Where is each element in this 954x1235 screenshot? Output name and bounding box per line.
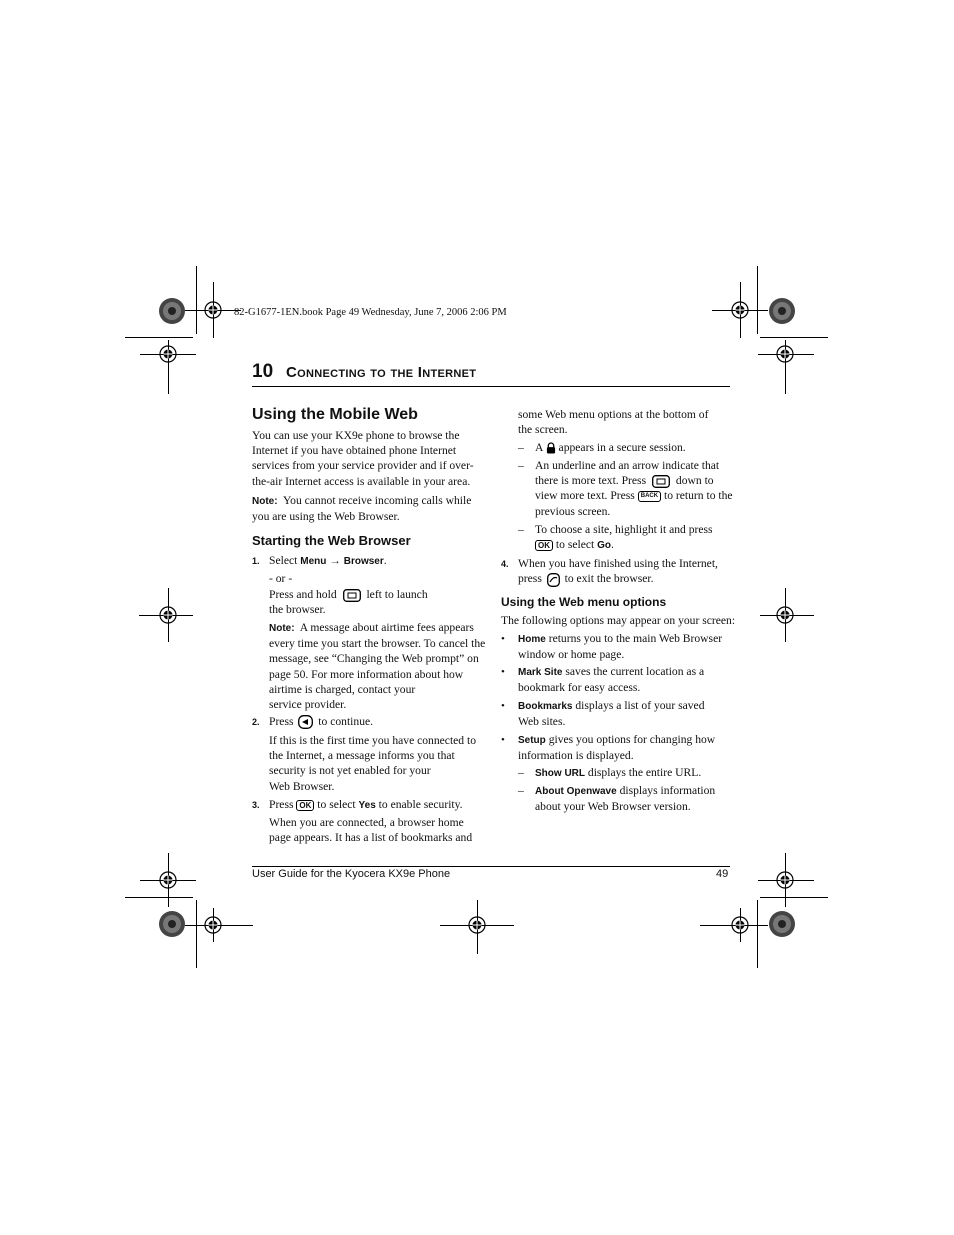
text-line: You cannot receive incoming calls while bbox=[282, 494, 472, 507]
text-line: Web sites. bbox=[518, 715, 566, 729]
text: to select bbox=[555, 538, 595, 552]
text: down to bbox=[675, 474, 714, 488]
text: Press bbox=[269, 715, 294, 728]
text-line: the Internet, a message informs you that bbox=[269, 749, 455, 763]
text: A bbox=[535, 441, 543, 454]
text: to enable security. bbox=[378, 798, 463, 811]
dash-marker: – bbox=[518, 441, 524, 454]
nav-key-icon bbox=[652, 475, 670, 488]
footer-rule bbox=[252, 866, 730, 867]
yes-label: Yes bbox=[358, 800, 376, 811]
note-label: Note: bbox=[252, 496, 278, 507]
option-setup bbox=[501, 732, 733, 763]
text: appears in a secure session. bbox=[558, 441, 686, 454]
text-line: When you have finished using the Internet, bbox=[518, 557, 718, 570]
text-line: A message about airtime fees appears bbox=[299, 621, 474, 634]
options-intro: The following options may appear on your screen: bbox=[501, 614, 736, 627]
text: displays a list of your saved bbox=[575, 699, 705, 712]
end-key-icon bbox=[547, 573, 560, 587]
step-2 bbox=[252, 714, 482, 730]
note-incoming-calls bbox=[252, 493, 471, 524]
step-4 bbox=[501, 556, 733, 586]
show-url-label: Show URL bbox=[535, 768, 585, 779]
text-line: previous screen. bbox=[535, 504, 611, 518]
browser-label: Browser bbox=[343, 556, 384, 567]
text: left to launch bbox=[366, 588, 428, 601]
text: Press bbox=[269, 798, 294, 811]
heading-using-mobile-web: Using the Mobile Web bbox=[252, 406, 418, 423]
bullet-marker: • bbox=[501, 633, 505, 645]
text: gives you options for changing how bbox=[548, 733, 716, 746]
option-home bbox=[501, 631, 733, 662]
chapter-heading bbox=[252, 360, 730, 387]
mark-site-label: Mark Site bbox=[518, 667, 563, 678]
step-number: 1. bbox=[252, 556, 260, 566]
text: displays information bbox=[619, 784, 716, 797]
bullet-marker: • bbox=[501, 666, 505, 678]
step-number: 3. bbox=[252, 800, 260, 810]
step-number: 2. bbox=[252, 717, 260, 727]
text-line: page appears. It has a list of bookmarks and bbox=[269, 831, 473, 845]
go-label: Go bbox=[597, 540, 612, 552]
lock-icon bbox=[546, 442, 556, 454]
text-line: To choose a site, highlight it and press bbox=[535, 523, 713, 536]
suboption-show-url bbox=[518, 765, 733, 780]
text-line: bookmark for easy access. bbox=[518, 681, 641, 695]
step-3 bbox=[252, 797, 482, 813]
text-line: window or home page. bbox=[518, 648, 625, 662]
text: to continue. bbox=[318, 715, 374, 728]
text-line: security is not yet enabled for your bbox=[269, 764, 431, 778]
text-line: An underline and an arrow indicate that bbox=[535, 459, 720, 472]
text-line: the browser. bbox=[269, 603, 326, 617]
text: saves the current location as a bbox=[565, 665, 705, 678]
about-openwave-label: About Openwave bbox=[535, 786, 617, 797]
step-2-detail bbox=[269, 733, 476, 794]
heading-web-menu-options: Using the Web menu options bbox=[501, 595, 667, 609]
press-hold-instruction bbox=[269, 587, 428, 617]
text-line: Internet if you have obtained phone Internet bbox=[252, 444, 457, 458]
text-line: the screen. bbox=[518, 423, 568, 437]
text: there is more text. Press bbox=[535, 474, 647, 488]
step-3-continued bbox=[518, 407, 708, 437]
note-airtime bbox=[269, 620, 485, 712]
bullet-marker: • bbox=[501, 734, 505, 746]
text-line: about your Web Browser version. bbox=[535, 800, 691, 814]
text-line: If this is the first time you have connected to bbox=[269, 734, 477, 747]
intro-paragraph bbox=[252, 428, 474, 489]
dash-marker: – bbox=[518, 459, 524, 472]
text-line: you are using the Web Browser. bbox=[252, 510, 400, 524]
text: displays the entire URL. bbox=[587, 766, 702, 779]
bookmarks-label: Bookmarks bbox=[518, 701, 573, 712]
text-line: When you are connected, a browser home bbox=[269, 816, 464, 829]
chapter-number: 10 bbox=[252, 361, 274, 382]
home-label: Home bbox=[518, 634, 546, 645]
dash-marker: – bbox=[518, 766, 524, 779]
text: to exit the browser. bbox=[564, 572, 654, 586]
text: returns you to the main Web Browser bbox=[548, 632, 723, 645]
text-line: services from your service provider and if over- bbox=[252, 459, 474, 473]
step-3-detail bbox=[269, 815, 472, 845]
step-1 bbox=[252, 553, 482, 569]
text-line: the-air Internet access is available in your area. bbox=[252, 474, 471, 488]
text: to select bbox=[317, 798, 356, 811]
bullet-marker: • bbox=[501, 700, 505, 712]
text-line: airtime is charged, contact your bbox=[269, 682, 416, 696]
dash-item-choose-site bbox=[518, 522, 733, 552]
text: . bbox=[611, 538, 614, 552]
or-separator: - or - bbox=[269, 572, 293, 585]
ok-key-icon: OK bbox=[535, 540, 553, 551]
text-line: message, see “Changing the Web prompt” on bbox=[269, 652, 479, 666]
back-key-icon: BACK bbox=[638, 491, 661, 502]
page-number: 49 bbox=[716, 868, 729, 880]
footer-title: User Guide for the Kyocera KX9e Phone bbox=[252, 868, 451, 880]
text-line: You can use your KX9e phone to browse the bbox=[252, 429, 460, 442]
note-label: Note: bbox=[269, 623, 295, 634]
step-number: 4. bbox=[501, 559, 509, 569]
menu-label: Menu bbox=[300, 556, 327, 567]
print-header: 82-G1677-1EN.book Page 49 Wednesday, June 7, 2006 2:06 PM bbox=[234, 307, 507, 318]
text: . bbox=[383, 554, 387, 567]
text: view more text. Press bbox=[535, 489, 635, 503]
text: Press and hold bbox=[269, 588, 337, 601]
text-line: every time you start the browser. To cancel the bbox=[269, 637, 486, 651]
setup-label: Setup bbox=[518, 735, 546, 746]
text-line: page 50. For more information about how bbox=[269, 667, 464, 681]
heading-starting-browser: Starting the Web Browser bbox=[252, 533, 411, 548]
dash-marker: – bbox=[518, 784, 524, 797]
suboption-about-openwave bbox=[518, 783, 733, 814]
nav-key-icon bbox=[343, 589, 361, 602]
arrow-icon: → bbox=[329, 554, 341, 567]
text-line: some Web menu options at the bottom of bbox=[518, 408, 709, 421]
text: to return to the bbox=[663, 489, 733, 503]
chapter-title: Connecting to the Internet bbox=[286, 364, 477, 381]
ok-key-icon: OK bbox=[296, 800, 314, 811]
text: press bbox=[518, 572, 542, 586]
select-key-icon bbox=[298, 715, 313, 729]
text-line: Web Browser. bbox=[269, 779, 335, 793]
text-line: service provider. bbox=[269, 698, 347, 712]
dash-marker: – bbox=[518, 523, 524, 536]
option-mark-site bbox=[501, 664, 733, 695]
option-bookmarks bbox=[501, 698, 733, 729]
text: Select bbox=[269, 554, 298, 567]
dash-item-secure bbox=[518, 440, 733, 455]
text-line: information is displayed. bbox=[518, 749, 634, 763]
dash-item-more-text bbox=[518, 458, 733, 518]
